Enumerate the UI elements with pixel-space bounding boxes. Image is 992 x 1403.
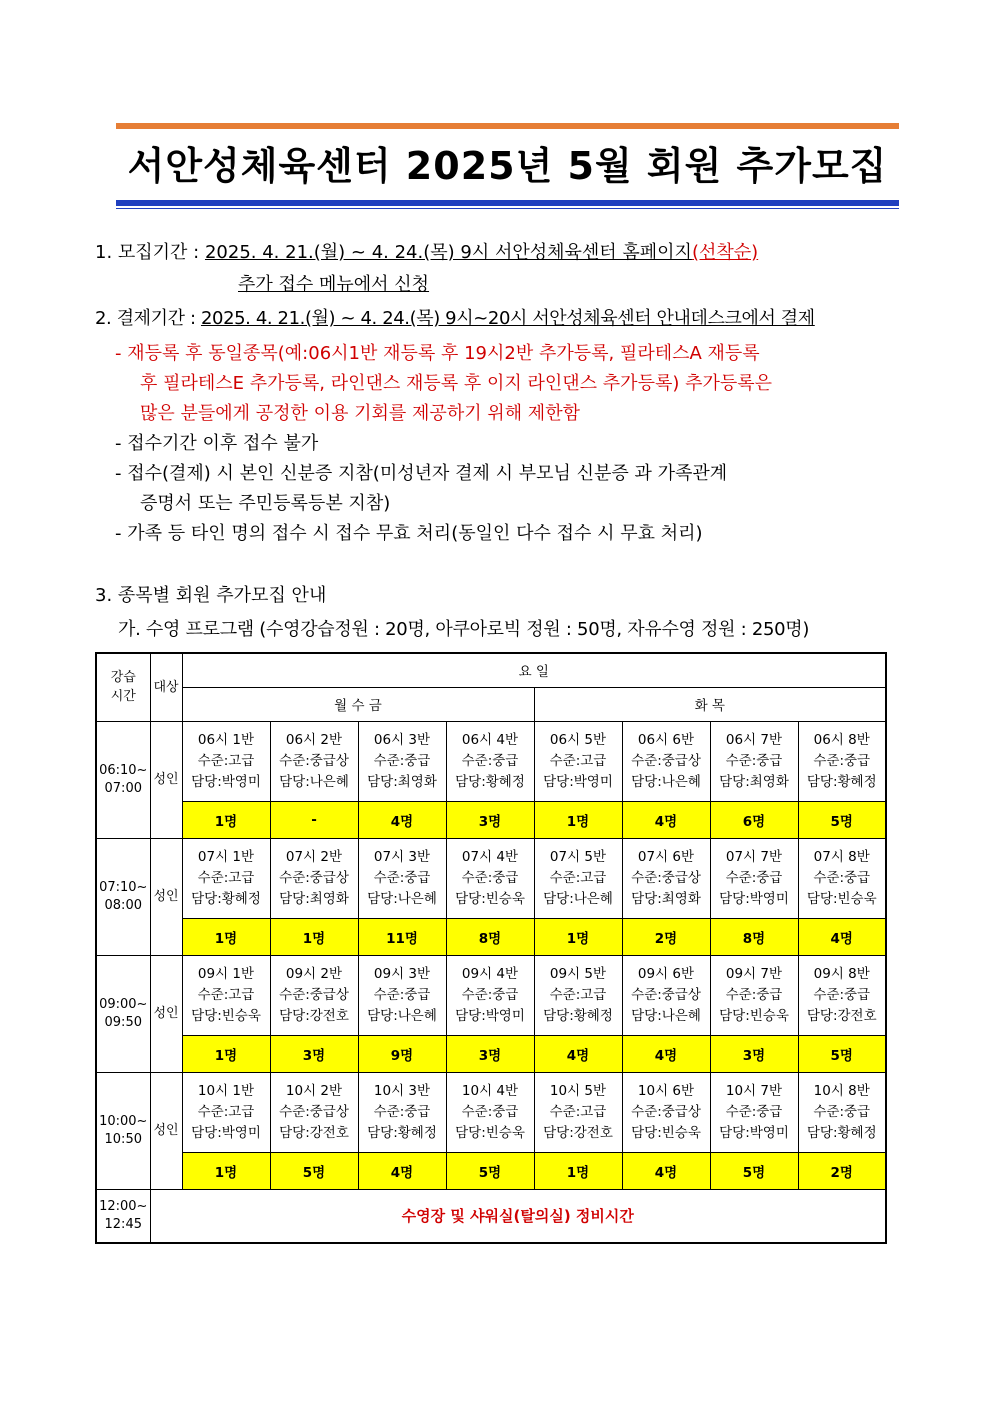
class-teacher: 담당:빈승욱 bbox=[719, 1007, 789, 1024]
class-cell bbox=[798, 1072, 886, 1152]
class-level: 수준:중급상 bbox=[279, 986, 349, 1003]
class-level: 수준:중급 bbox=[461, 1103, 519, 1120]
class-cell bbox=[182, 838, 270, 918]
class-cell bbox=[798, 838, 886, 918]
class-cell bbox=[710, 838, 798, 918]
class-cell bbox=[358, 838, 446, 918]
class-level: 수준:중급 bbox=[373, 869, 431, 886]
class-level: 수준:중급 bbox=[725, 986, 783, 1003]
class-level: 수준:고급 bbox=[549, 752, 607, 769]
available-count: 8명 bbox=[710, 918, 798, 955]
available-count: 4명 bbox=[622, 801, 710, 838]
available-count: 3명 bbox=[270, 1035, 358, 1072]
class-name: 06시 1반 bbox=[197, 731, 255, 748]
class-cell bbox=[358, 955, 446, 1035]
class-teacher: 담당:빈승욱 bbox=[806, 890, 877, 907]
header-mon-wed-fri: 월 수 금 bbox=[182, 687, 534, 721]
class-level: 수준:중급 bbox=[373, 1103, 431, 1120]
class-time: 06:10~ 07:00 bbox=[96, 721, 150, 838]
class-cell bbox=[534, 838, 622, 918]
class-name: 07시 4반 bbox=[461, 848, 519, 865]
class-teacher: 담당:박영미 bbox=[719, 1124, 789, 1141]
title-bottom-line bbox=[116, 208, 899, 209]
note-restriction-1: - 재등록 후 동일종목(예:06시1반 재등록 후 19시2반 추가등록, 필라테스A 재등록 bbox=[115, 343, 760, 364]
available-count: 4명 bbox=[358, 801, 446, 838]
class-name: 09시 1반 bbox=[197, 965, 255, 982]
class-cell bbox=[182, 1072, 270, 1152]
note-id-1: - 접수(결제) 시 본인 신분증 지참(미성년자 결제 시 부모님 신분증 과 가족관계 bbox=[115, 463, 728, 484]
available-count: - bbox=[270, 801, 358, 838]
class-level: 수준:중급상 bbox=[631, 869, 701, 886]
class-teacher: 담당:빈승욱 bbox=[631, 1124, 701, 1141]
class-name: 06시 5반 bbox=[549, 731, 607, 748]
maintenance-note: 수영장 및 샤워실(탈의실) 정비시간 bbox=[150, 1189, 886, 1243]
available-count: 5명 bbox=[270, 1152, 358, 1189]
available-count: 1명 bbox=[534, 801, 622, 838]
payment-period bbox=[95, 306, 815, 332]
class-cell bbox=[270, 1072, 358, 1152]
swim-program-heading: 가. 수영 프로그램 (수영강습정원 : 20명, 아쿠아로빅 정원 : 50명, 자유수영 정원 : 250명) bbox=[118, 619, 810, 640]
class-cell bbox=[534, 955, 622, 1035]
class-level: 수준:고급 bbox=[197, 986, 255, 1003]
class-cell bbox=[622, 1072, 710, 1152]
class-cell bbox=[446, 955, 534, 1035]
class-time: 10:00~ 10:50 bbox=[96, 1072, 150, 1189]
class-level: 수준:중급 bbox=[461, 869, 519, 886]
class-cell bbox=[710, 721, 798, 801]
class-teacher: 담당:빈승욱 bbox=[455, 890, 525, 907]
available-count: 1명 bbox=[182, 801, 270, 838]
note-id-2: 증명서 또는 주민등록등본 지참) bbox=[140, 493, 391, 514]
available-count: 9명 bbox=[358, 1035, 446, 1072]
class-level: 수준:고급 bbox=[549, 869, 607, 886]
class-cell bbox=[270, 955, 358, 1035]
class-name: 09시 7반 bbox=[725, 965, 783, 982]
class-cell bbox=[622, 721, 710, 801]
class-cell bbox=[710, 955, 798, 1035]
class-name: 06시 2반 bbox=[285, 731, 343, 748]
available-count: 2명 bbox=[622, 918, 710, 955]
recruit-period-line2: 추가 접수 메뉴에서 신청 bbox=[238, 274, 430, 295]
class-name: 09시 3반 bbox=[373, 965, 431, 982]
class-teacher: 담당:강전호 bbox=[543, 1124, 613, 1141]
class-name: 07시 2반 bbox=[285, 848, 343, 865]
available-count: 5명 bbox=[710, 1152, 798, 1189]
class-teacher: 담당:박영미 bbox=[191, 773, 261, 790]
class-teacher: 담당:강전호 bbox=[279, 1007, 349, 1024]
header-time: 강습 시간 bbox=[96, 653, 150, 721]
class-target: 성인 bbox=[150, 955, 182, 1072]
class-level: 수준:중급 bbox=[813, 752, 871, 769]
class-cell bbox=[446, 838, 534, 918]
class-teacher: 담당:나은혜 bbox=[367, 1007, 437, 1024]
available-count: 1명 bbox=[182, 1035, 270, 1072]
schedule-row bbox=[96, 1072, 886, 1152]
class-level: 수준:중급 bbox=[373, 752, 431, 769]
class-name: 10시 6반 bbox=[637, 1082, 695, 1099]
available-count: 1명 bbox=[182, 1152, 270, 1189]
available-count: 3명 bbox=[446, 1035, 534, 1072]
class-teacher: 담당:황혜정 bbox=[806, 1124, 877, 1141]
class-teacher: 담당:최영화 bbox=[367, 773, 437, 790]
class-name: 07시 6반 bbox=[637, 848, 695, 865]
class-target: 성인 bbox=[150, 838, 182, 955]
available-count: 5명 bbox=[446, 1152, 534, 1189]
swim-schedule-table bbox=[95, 652, 887, 1244]
count-row bbox=[96, 1035, 886, 1072]
note-restriction-3: 많은 분들에게 공정한 이용 기회를 제공하기 위해 제한함 bbox=[140, 403, 580, 424]
schedule-row bbox=[96, 955, 886, 1035]
class-cell bbox=[358, 1072, 446, 1152]
class-level: 수준:중급 bbox=[813, 986, 871, 1003]
class-level: 수준:중급 bbox=[373, 986, 431, 1003]
section-3-heading: 3. 종목별 회원 추가모집 안내 bbox=[95, 585, 327, 606]
class-teacher: 담당:황혜정 bbox=[367, 1124, 437, 1141]
class-name: 09시 5반 bbox=[549, 965, 607, 982]
class-level: 수준:중급 bbox=[813, 869, 871, 886]
available-count: 1명 bbox=[534, 1152, 622, 1189]
class-level: 수준:고급 bbox=[549, 986, 607, 1003]
class-cell bbox=[270, 721, 358, 801]
class-cell bbox=[710, 1072, 798, 1152]
schedule-row bbox=[96, 838, 886, 918]
available-count: 2명 bbox=[798, 1152, 886, 1189]
header-target: 대상 bbox=[150, 653, 182, 721]
count-row bbox=[96, 1152, 886, 1189]
available-count: 3명 bbox=[446, 801, 534, 838]
class-teacher: 담당:황혜정 bbox=[543, 1007, 613, 1024]
payment-period-text: 2025. 4. 21.(월) ~ 4. 24.(목) 9시~20시 서안성체육센터 안내데스크에서 결제 bbox=[200, 308, 815, 329]
count-row bbox=[96, 801, 886, 838]
class-teacher: 담당:빈승욱 bbox=[455, 1124, 525, 1141]
class-teacher: 담당:빈승욱 bbox=[191, 1007, 261, 1024]
class-cell bbox=[182, 955, 270, 1035]
available-count: 11명 bbox=[358, 918, 446, 955]
class-cell bbox=[622, 838, 710, 918]
header-tue-thu: 화 목 bbox=[534, 687, 886, 721]
class-teacher: 담당:박영미 bbox=[191, 1124, 261, 1141]
class-level: 수준:고급 bbox=[197, 752, 255, 769]
class-teacher: 담당:박영미 bbox=[543, 773, 613, 790]
recruit-period-text: 2025. 4. 21.(월) ~ 4. 24.(목) 9시 서안성체육센터 홈페이지 bbox=[204, 242, 692, 263]
class-cell bbox=[182, 721, 270, 801]
class-name: 07시 7반 bbox=[725, 848, 783, 865]
class-level: 수준:고급 bbox=[197, 869, 255, 886]
payment-period-label: 2. 결제기간 : bbox=[95, 308, 196, 329]
class-teacher: 담당:나은혜 bbox=[631, 1007, 701, 1024]
class-name: 10시 4반 bbox=[461, 1082, 519, 1099]
page-title: 서안성체육센터 2025년 5월 회원 추가모집 bbox=[127, 144, 888, 188]
class-teacher: 담당:황혜정 bbox=[806, 773, 877, 790]
class-level: 수준:중급 bbox=[461, 986, 519, 1003]
first-come-note: (선착순) bbox=[691, 242, 759, 263]
class-level: 수준:중급상 bbox=[279, 869, 349, 886]
class-level: 수준:고급 bbox=[549, 1103, 607, 1120]
class-teacher: 담당:나은혜 bbox=[631, 773, 701, 790]
class-level: 수준:중급 bbox=[725, 752, 783, 769]
class-name: 06시 7반 bbox=[725, 731, 783, 748]
class-cell bbox=[798, 955, 886, 1035]
class-teacher: 담당:최영화 bbox=[279, 890, 349, 907]
class-level: 수준:중급 bbox=[461, 752, 519, 769]
class-name: 09시 6반 bbox=[637, 965, 695, 982]
available-count: 4명 bbox=[534, 1035, 622, 1072]
available-count: 1명 bbox=[270, 918, 358, 955]
class-level: 수준:중급 bbox=[725, 869, 783, 886]
available-count: 4명 bbox=[358, 1152, 446, 1189]
class-cell bbox=[446, 1072, 534, 1152]
available-count: 6명 bbox=[710, 801, 798, 838]
class-name: 07시 3반 bbox=[373, 848, 431, 865]
class-level: 수준:중급상 bbox=[631, 752, 701, 769]
class-level: 수준:고급 bbox=[197, 1103, 255, 1120]
class-level: 수준:중급 bbox=[813, 1103, 871, 1120]
recruit-period-label: 1. 모집기간 : bbox=[95, 242, 200, 263]
class-teacher: 담당:나은혜 bbox=[543, 890, 613, 907]
class-target: 성인 bbox=[150, 721, 182, 838]
class-level: 수준:중급상 bbox=[631, 1103, 701, 1120]
class-teacher: 담당:박영미 bbox=[455, 1007, 525, 1024]
class-teacher: 담당:최영화 bbox=[631, 890, 701, 907]
note-restriction-2: 후 필라테스E 추가등록, 라인댄스 재등록 후 이지 라인댄스 추가등록) 추가등록은 bbox=[140, 373, 773, 394]
class-teacher: 담당:강전호 bbox=[806, 1007, 877, 1024]
class-name: 09시 8반 bbox=[813, 965, 870, 982]
note-proxy: - 가족 등 타인 명의 접수 시 접수 무효 처리(동일인 다수 접수 시 무효 처리) bbox=[115, 523, 703, 544]
available-count: 5명 bbox=[798, 1035, 886, 1072]
class-cell bbox=[534, 721, 622, 801]
class-name: 06시 3반 bbox=[373, 731, 431, 748]
available-count: 4명 bbox=[622, 1035, 710, 1072]
class-teacher: 담당:나은혜 bbox=[367, 890, 437, 907]
class-cell bbox=[446, 721, 534, 801]
class-target: 성인 bbox=[150, 1072, 182, 1189]
class-cell bbox=[270, 838, 358, 918]
class-level: 수준:중급상 bbox=[279, 752, 349, 769]
class-level: 수준:중급상 bbox=[279, 1103, 349, 1120]
class-level: 수준:중급상 bbox=[631, 986, 701, 1003]
title-bottom-bar bbox=[116, 200, 899, 206]
class-time: 09:00~ 09:50 bbox=[96, 955, 150, 1072]
class-cell bbox=[798, 721, 886, 801]
class-name: 06시 4반 bbox=[461, 731, 519, 748]
class-name: 09시 2반 bbox=[285, 965, 343, 982]
class-name: 09시 4반 bbox=[461, 965, 519, 982]
class-teacher: 담당:황혜정 bbox=[455, 773, 525, 790]
class-cell bbox=[622, 955, 710, 1035]
available-count: 3명 bbox=[710, 1035, 798, 1072]
count-row bbox=[96, 918, 886, 955]
header-days: 요 일 bbox=[182, 653, 886, 687]
available-count: 1명 bbox=[534, 918, 622, 955]
class-name: 10시 2반 bbox=[285, 1082, 343, 1099]
class-time: 07:10~ 08:00 bbox=[96, 838, 150, 955]
available-count: 5명 bbox=[798, 801, 886, 838]
class-teacher: 담당:강전호 bbox=[279, 1124, 349, 1141]
class-level: 수준:중급 bbox=[725, 1103, 783, 1120]
class-name: 06시 6반 bbox=[637, 731, 695, 748]
class-name: 10시 5반 bbox=[549, 1082, 607, 1099]
available-count: 4명 bbox=[798, 918, 886, 955]
available-count: 8명 bbox=[446, 918, 534, 955]
class-name: 10시 8반 bbox=[813, 1082, 870, 1099]
recruit-period bbox=[95, 240, 758, 266]
schedule-row bbox=[96, 721, 886, 801]
class-name: 10시 1반 bbox=[197, 1082, 255, 1099]
class-teacher: 담당:황혜정 bbox=[191, 890, 261, 907]
class-name: 06시 8반 bbox=[813, 731, 870, 748]
maintenance-row bbox=[96, 1189, 886, 1243]
class-name: 07시 1반 bbox=[197, 848, 255, 865]
class-teacher: 담당:나은혜 bbox=[279, 773, 349, 790]
class-cell bbox=[534, 1072, 622, 1152]
class-name: 07시 5반 bbox=[549, 848, 607, 865]
class-name: 07시 8반 bbox=[813, 848, 870, 865]
maintenance-time: 12:00~ 12:45 bbox=[96, 1189, 150, 1243]
class-teacher: 담당:최영화 bbox=[719, 773, 789, 790]
title-top-bar bbox=[116, 123, 899, 129]
available-count: 1명 bbox=[182, 918, 270, 955]
class-name: 10시 3반 bbox=[373, 1082, 431, 1099]
available-count: 4명 bbox=[622, 1152, 710, 1189]
class-teacher: 담당:박영미 bbox=[719, 890, 789, 907]
class-cell bbox=[358, 721, 446, 801]
note-no-late: - 접수기간 이후 접수 불가 bbox=[115, 433, 319, 454]
class-name: 10시 7반 bbox=[725, 1082, 783, 1099]
